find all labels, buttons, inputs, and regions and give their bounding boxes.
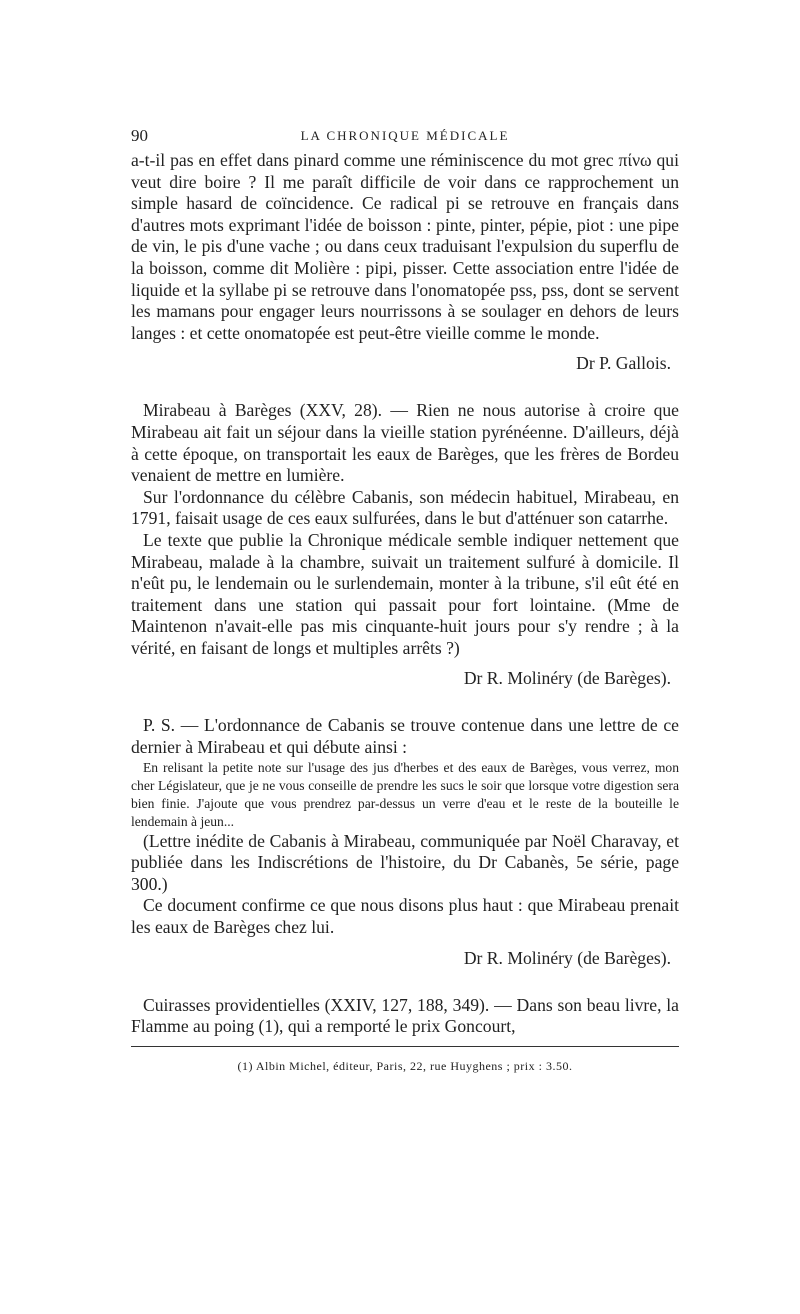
running-header [131,126,679,150]
quote-text: En relisant la petite note sur l'usage des jus d'herbes et des eaux de Barèges, vous verrez, mon cher Législateur, que je ne vous conseille de prendre les sucs le soir que lorsque votre digestion sera bien finie. J'ajoute que vous prendrez par-dessus un verre d'eau et le reste de la bouteille le lendemain à jeun... [131,759,679,829]
running-title: LA CHRONIQUE MÉDICALE [300,128,510,143]
paragraph-cuirasses: Cuirasses providentielles (XXIV, 127, 188, 349). — Dans son beau livre, la Flamme au poing (1), qui a remporté le prix Goncourt, [131,994,679,1037]
paragraph-mirabeau-2: Sur l'ordonnance du célèbre Cabanis, son médecin habituel, Mirabeau, en 1791, faisait usage de ces eaux sulfurées, dans le but d'atténuer son catarrhe. [131,486,679,529]
quote-block [131,759,679,831]
paragraph-lettre: (Lettre inédite de Cabanis à Mirabeau, communiquée par Noël Charavay, et publiée dans les Indiscrétions de l'histoire, du Dr Cabanès, 5e série, page 300.) [131,830,679,894]
page [131,126,679,1074]
page-number: 90 [131,126,148,145]
signature-molinery-1: Dr R. Molinéry (de Barèges). [463,668,671,689]
footnote: (1) Albin Michel, éditeur, Paris, 22, rue Huyghens ; prix : 3.50. [237,1058,573,1073]
signature-gallois: Dr P. Gallois. [576,353,671,374]
paragraph-mirabeau-1: Mirabeau à Barèges (XXV, 28). — Rien ne nous autorise à croire que Mirabeau ait fait un séjour dans la vieille station pyrénéenne. D'ailleurs, déjà à cette époque, on transportait les eaux de Barèges, que les frères de Bordeu venaient de mettre en lumière. [131,400,679,486]
paragraph-ps: P. S. — L'ordonnance de Cabanis se trouve contenue dans une lettre de ce dernier à Mirabeau et qui débute ainsi : [131,715,679,758]
paragraph-mirabeau-3: Le texte que publie la Chronique médicale semble indiquer nettement que Mirabeau, malade à la chambre, suivait un traitement sulfuré à domicile. Il n'eût pu, le lendemain ou le surlendemain, monter à la tribune, s'il eût été en traitement dans une station qui passait pour fort lointaine. (Mme de Maintenon n'avait-elle pas mis cinquante-huit jours pour s'y rendre ; à la vérité, en faisant de longs et multiples arrêts ?) [131,529,679,658]
paragraph-pinard: a-t-il pas en effet dans pinard comme une réminiscence du mot grec πίνω qui veut dire boire ? Il me paraît difficile de voir dans ce rapprochement un simple hasard de coïncidence. Ce radical pi se retrouve en français dans d'autres mots exprimant l'idée de boisson : pinte, pinter, pépie, piot : une pipe de vin, le pis d'une vache ; ou dans ceux traduisant l'expulsion du superflu de la boisson, comme dit Molière : pipi, pisser. Cette association entre l'idée de liquide et la syllabe pi se retrouve dans l'onomatopée pss, pss, dont se servent les mamans pour engager leurs nourrissons à se soulager en dehors de leurs langes : et cette onomatopée est peut-être vieille comme le monde. [131,150,679,343]
footnote-rule [131,1046,679,1047]
paragraph-document: Ce document confirme ce que nous disons plus haut : que Mirabeau prenait les eaux de Barèges chez lui. [131,895,679,938]
signature-molinery-2: Dr R. Molinéry (de Barèges). [463,947,671,968]
